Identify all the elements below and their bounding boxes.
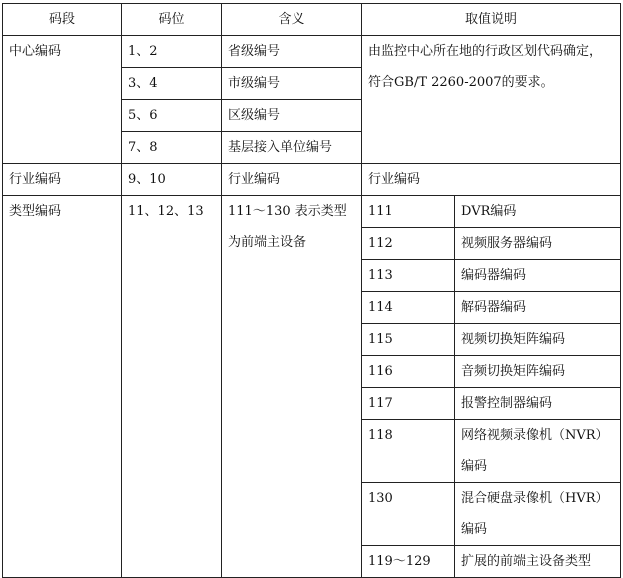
- type-segment: 类型编码: [3, 196, 122, 578]
- type-code: 114: [362, 292, 455, 324]
- type-meaning: 111～130 表示类型为前端主设备: [222, 196, 362, 578]
- center-positions: 5、6: [122, 100, 222, 132]
- type-desc: 视频切换矩阵编码: [455, 324, 621, 356]
- center-segment: 中心编码: [3, 36, 122, 164]
- type-code: 119～129: [362, 546, 455, 578]
- type-positions: 11、12、13: [122, 196, 222, 578]
- type-desc: DVR编码: [455, 196, 621, 228]
- center-remark: 由监控中心所在地的行政区划代码确定，符合GB/T 2260-2007的要求。: [362, 36, 621, 164]
- type-desc: 视频服务器编码: [455, 228, 621, 260]
- center-meaning: 区级编号: [222, 100, 362, 132]
- industry-positions: 9、10: [122, 164, 222, 196]
- header-positions: 码位: [122, 4, 222, 36]
- type-desc: 音频切换矩阵编码: [455, 356, 621, 388]
- type-code: 116: [362, 356, 455, 388]
- type-code: 117: [362, 388, 455, 420]
- code-spec-table: [2, 3, 621, 578]
- table-row: [3, 164, 621, 196]
- table-row: [3, 36, 621, 68]
- type-desc: 网络视频录像机（NVR）编码: [455, 420, 621, 483]
- type-code: 130: [362, 483, 455, 546]
- center-meaning: 基层接入单位编号: [222, 132, 362, 164]
- industry-remark: 行业编码: [362, 164, 621, 196]
- type-code: 112: [362, 228, 455, 260]
- header-value-desc: 取值说明: [362, 4, 621, 36]
- type-code: 111: [362, 196, 455, 228]
- type-desc: 报警控制器编码: [455, 388, 621, 420]
- header-row: [3, 4, 621, 36]
- center-positions: 7、8: [122, 132, 222, 164]
- center-meaning: 市级编号: [222, 68, 362, 100]
- table-row: [3, 196, 621, 228]
- type-desc: 混合硬盘录像机（HVR）编码: [455, 483, 621, 546]
- center-positions: 1、2: [122, 36, 222, 68]
- header-segment: 码段: [3, 4, 122, 36]
- type-desc: 解码器编码: [455, 292, 621, 324]
- center-meaning: 省级编号: [222, 36, 362, 68]
- center-positions: 3、4: [122, 68, 222, 100]
- type-code: 113: [362, 260, 455, 292]
- industry-segment: 行业编码: [3, 164, 122, 196]
- type-desc: 编码器编码: [455, 260, 621, 292]
- header-meaning: 含义: [222, 4, 362, 36]
- type-code: 115: [362, 324, 455, 356]
- type-code: 118: [362, 420, 455, 483]
- type-desc: 扩展的前端主设备类型: [455, 546, 621, 578]
- industry-meaning: 行业编码: [222, 164, 362, 196]
